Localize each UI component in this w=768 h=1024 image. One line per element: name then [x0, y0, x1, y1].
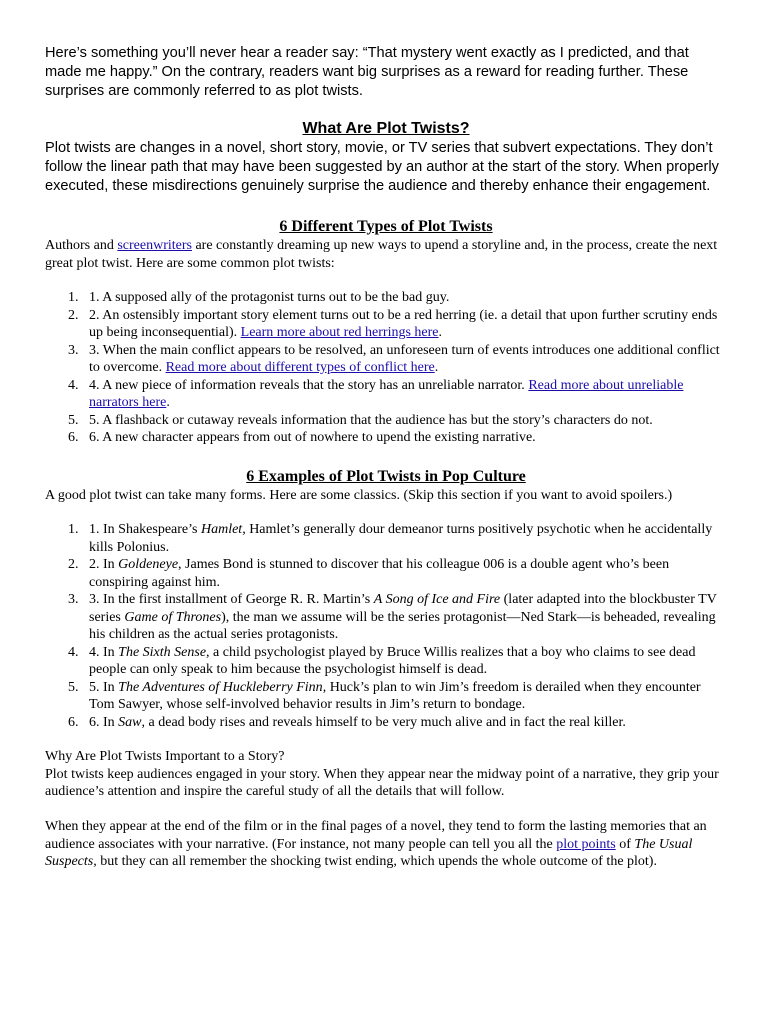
what-heading: What Are Plot Twists? — [302, 120, 470, 137]
examples-heading: 6 Examples of Plot Twists in Pop Culture — [246, 467, 526, 485]
types-heading: 6 Different Types of Plot Twists — [279, 218, 493, 235]
item-text: 5. In — [89, 679, 119, 695]
plot-points-link[interactable]: plot points — [556, 836, 616, 852]
list-item — [45, 289, 727, 307]
why-text: , but they can all remember the shocking twist ending, which upends the whole outcome of the plot). — [93, 854, 657, 869]
item-text: , a dead body rises and reveals himself to be very much alive and in fact the real killer. — [141, 714, 626, 730]
item-number: 3. — [68, 342, 79, 358]
item-text: 4. A new piece of information reveals that the story has an unreliable narrator. — [89, 377, 529, 393]
item-text-after: . — [434, 360, 439, 375]
list-item — [45, 377, 727, 412]
work-title: Goldeneye — [118, 557, 179, 572]
item-text: 6. A new character appears from out of nowhere to upend the existing narrative. — [89, 430, 536, 445]
work-title: The Sixth Sense — [118, 644, 207, 660]
why-text: of — [615, 836, 635, 852]
list-item — [45, 307, 727, 342]
item-number: 5. — [68, 679, 79, 695]
item-number: 6. — [68, 714, 79, 730]
item-text: 2. An ostensibly important story element turns out to be a red herring (ie. a detail that upon further scrutiny ends up being inconsequential). — [89, 307, 718, 340]
item-text: , Hamlet’s generally dour demeanor turns positively psychotic when he accidentally kills Polonius. — [89, 522, 713, 555]
what-paragraph: Plot twists are changes in a novel, short story, movie, or TV series that subvert expectations. They don’t follow the linear path that may have been suggested by an author at the start of the story. When properly executed, these misdirections genuinely surprise the audience and thereby enhance their engagement. — [45, 140, 719, 194]
why-paragraph-1: Plot twists keep audiences engaged in your story. When they appear near the midway point of a narrative, they grip your audience’s attention and inspire the careful study of all the details that will follow. — [45, 766, 719, 799]
unreliable-narrators-link[interactable]: Read more about unreliable narrators here — [89, 377, 684, 410]
item-text: 1. In Shakespeare’s — [89, 522, 201, 537]
list-item — [45, 679, 727, 714]
work-title: The Usual Suspects — [45, 836, 693, 869]
list-item — [45, 556, 727, 591]
work-title: The Adventures of Huckleberry Finn — [118, 679, 323, 695]
item-number: 4. — [68, 644, 79, 660]
types-intro-text: Authors and — [45, 238, 118, 253]
work-title: Saw — [118, 714, 142, 730]
work-title: Game of Thrones — [124, 609, 222, 625]
item-text: , Huck’s plan to win Jim’s freedom is derailed when they encounter Tom Sawyer, whose self-involved behavior results in Jim’s return to bondage. — [89, 679, 701, 712]
document-page — [45, 44, 727, 871]
item-text: ), the man we assume will be the series protagonist—Ned Stark—is beheaded, revealing his children as the actual series protagonists. — [89, 609, 716, 642]
item-text: , James Bond is stunned to discover that his colleague 006 is a double agent who’s been conspiring against him. — [89, 557, 670, 590]
list-item — [45, 521, 727, 556]
why-heading: Why Are Plot Twists Important to a Story? — [45, 749, 285, 764]
screenwriters-link[interactable]: screenwriters — [117, 238, 192, 253]
item-number: 2. — [68, 307, 79, 323]
item-text: 4. In — [89, 644, 119, 660]
list-item — [45, 591, 727, 644]
why-text: When they appear at the end of the film or in the final pages of a novel, they tend to form the lasting memories that an audience associates with your narrative. (For instance, not many people can tell you all the — [45, 819, 707, 852]
item-number: 5. — [68, 412, 79, 428]
list-item — [45, 644, 727, 679]
item-text: , a child psychologist played by Bruce Willis realizes that a boy who claims to see dead people can only speak to him because the psychologist himself is dead. — [89, 644, 696, 677]
item-text: 5. A flashback or cutaway reveals information that the audience has but the story’s characters do not. — [89, 412, 653, 428]
item-number: 4. — [68, 377, 79, 393]
item-text: 3. In the first installment of George R. R. Martin’s — [89, 592, 374, 607]
item-number: 2. — [68, 557, 79, 572]
work-title: Hamlet — [200, 522, 243, 537]
item-text: 1. A supposed ally of the protagonist turns out to be the bad guy. — [89, 290, 450, 305]
item-number: 1. — [68, 522, 79, 537]
item-text: 2. In — [89, 557, 119, 572]
item-text-after: . — [166, 395, 170, 410]
work-title: A Song of Ice and Fire — [373, 592, 501, 607]
examples-intro: A good plot twist can take many forms. Here are some classics. (Skip this section if you want to avoid spoilers.) — [45, 487, 673, 503]
types-intro-text-rest: are constantly dreaming up new ways to upend a storyline and, in the process, create the next great plot twist. Here are some common plot twists: — [45, 238, 718, 271]
list-item — [45, 412, 727, 430]
why-paragraph-2 — [45, 818, 727, 871]
examples-list — [45, 521, 727, 731]
red-herrings-link[interactable]: Learn more about red herrings here — [240, 325, 439, 340]
item-text: 6. In — [89, 714, 119, 730]
item-text: 3. When the main conflict appears to be resolved, an unforeseen turn of events introduces one additional conflict to overcome. — [89, 342, 720, 375]
list-item — [45, 714, 727, 732]
intro-paragraph: Here’s something you’ll never hear a reader say: “That mystery went exactly as I predicted, and that made me happy.” On the contrary, readers want big surprises as a reward for reading further. These surprises are commonly referred to as plot twists. — [45, 45, 689, 99]
list-item — [45, 429, 727, 447]
types-intro — [45, 237, 727, 272]
conflict-types-link[interactable]: Read more about different types of conflict here — [165, 360, 435, 375]
item-number: 6. — [68, 430, 79, 445]
list-item — [45, 342, 727, 377]
item-number: 3. — [68, 592, 79, 607]
item-text: (later adapted into the blockbuster TV series — [89, 592, 717, 625]
item-number: 1. — [68, 290, 79, 305]
types-list — [45, 289, 727, 447]
item-text-after: . — [438, 325, 442, 340]
